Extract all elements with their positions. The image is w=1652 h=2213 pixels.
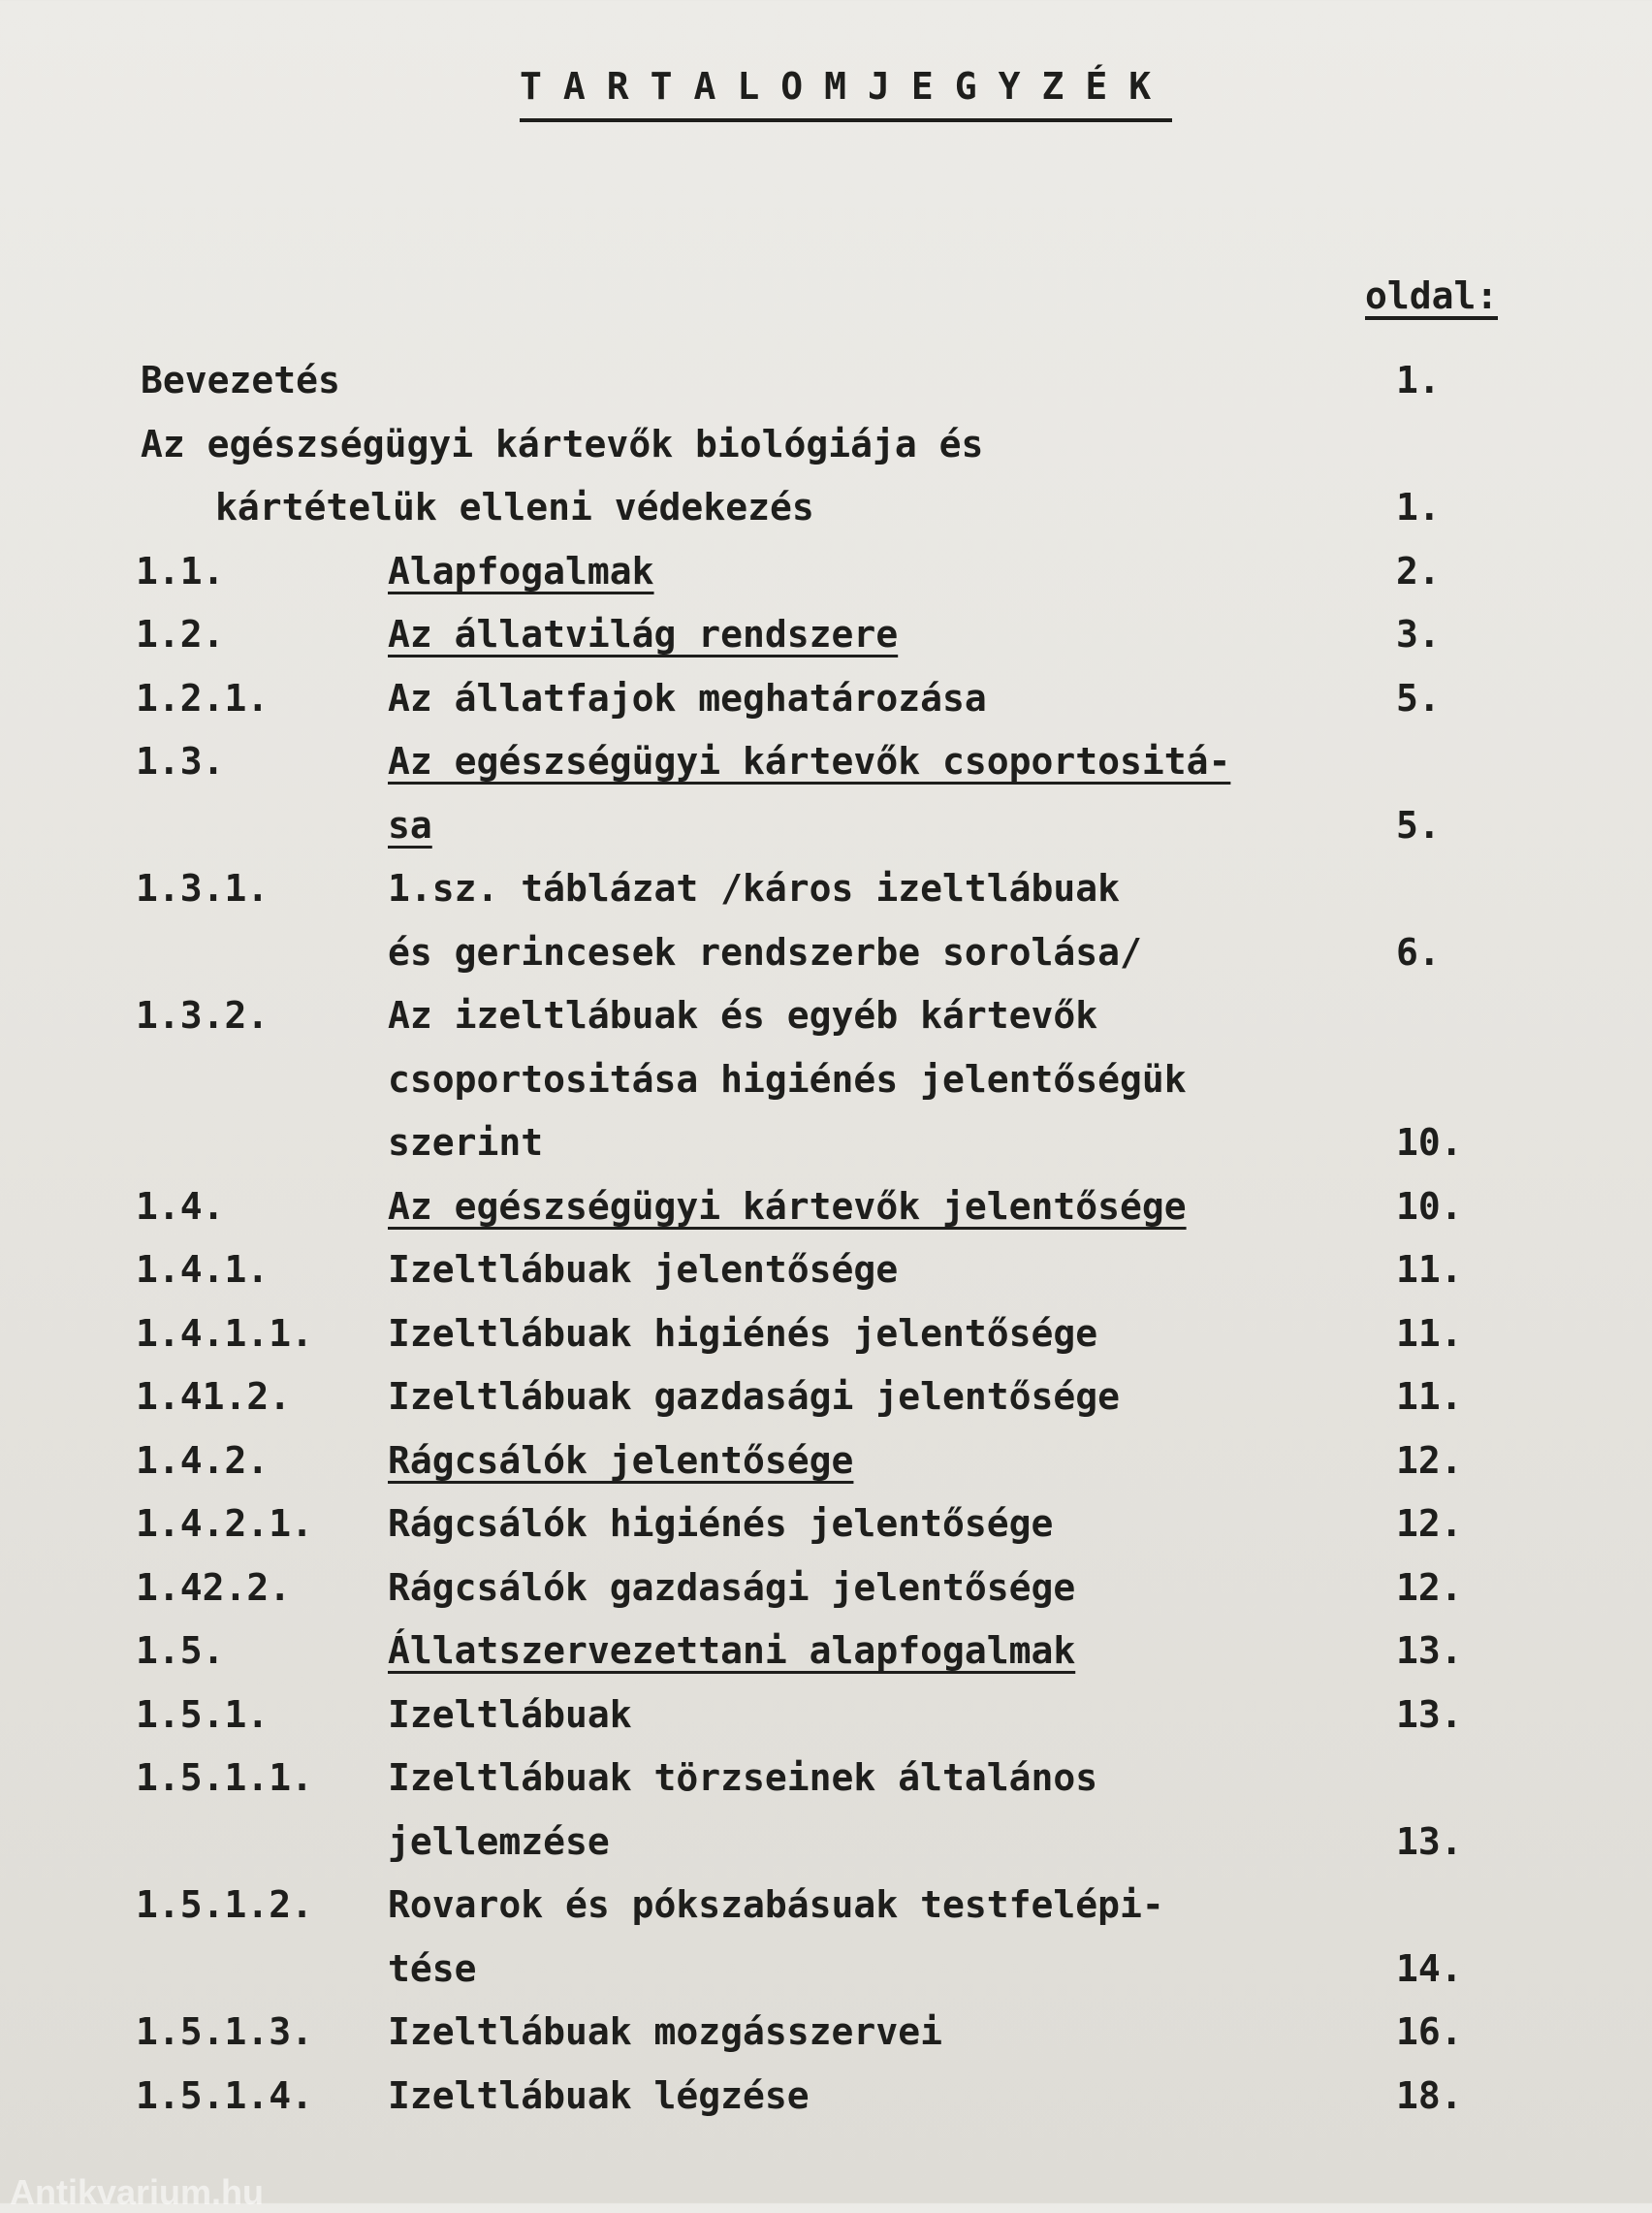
toc-entry-number: 1.4.1. [136,1248,270,1291]
toc-entry-number: 1.2.1. [136,676,270,720]
toc-entry-title: Az izeltlábuak és egyéb kártevők [388,994,1098,1037]
toc-entry-page: 12. [1396,1438,1463,1482]
toc-entry-title: Állatszervezettani alapfogalmak [388,1629,1076,1672]
toc-entry-title: és gerincesek rendszerbe sorolása/ [388,930,1142,974]
toc-entry-title: Az állatvilág rendszere [388,613,899,656]
toc-entry-page: 13. [1396,1819,1463,1863]
toc-entry-title: Izeltlábuak légzése [388,2073,810,2117]
toc-entry-number: 1.4.1.1. [136,1311,314,1355]
document-title: TARTALOMJEGYZÉK [520,68,1172,122]
toc-entry-title: Az egészségügyi kártevők biológiája és [141,422,984,465]
toc-entry-number: 1.4.2. [136,1438,270,1482]
toc-entry-title: tése [388,1946,477,1990]
toc-entry-page: 11. [1396,1248,1463,1291]
toc-entry-title: Izeltlábuak [388,1692,632,1736]
toc-entry-number: 1.5.1.4. [136,2073,314,2117]
toc-entry-title: jellemzése [388,1819,610,1863]
toc-entry-title: Rágcsálók gazdasági jelentősége [388,1565,1076,1609]
toc-entry-number: 1.5.1.2. [136,1883,314,1926]
toc-entry-page: 12. [1396,1565,1463,1609]
toc-entry-title: Izeltlábuak gazdasági jelentősége [388,1375,1120,1418]
toc-entry-title: Izeltlábuak mozgásszervei [388,2010,942,2053]
toc-entry-number: 1.5.1. [136,1692,270,1736]
toc-entry-title: Bevezetés [141,359,340,401]
toc-entry-page: 3. [1396,613,1441,656]
toc-entry-number: 1.41.2. [136,1375,292,1418]
toc-entry-number: 1.3.1. [136,867,270,910]
toc-entry-title: Rágcsálók higiénés jelentősége [388,1502,1054,1545]
toc-entry-page: 1. [1396,359,1441,401]
toc-entry-page: 2. [1396,549,1441,593]
toc-entry-title: csoportositása higiénés jelentőségük [388,1057,1187,1101]
toc-entry-page: 11. [1396,1375,1463,1418]
toc-entry-title: 1.sz. táblázat /káros izeltlábuak [388,867,1120,910]
toc-entry-page: 10. [1396,1184,1463,1228]
page-column-header: oldal: [1365,277,1498,320]
toc-entry-page: 6. [1396,930,1441,974]
toc-entry-page: 13. [1396,1692,1463,1736]
toc-entry-title: szerint [388,1121,544,1164]
toc-entry-title: Izeltlábuak jelentősége [388,1248,899,1291]
toc-entry-page: 16. [1396,2010,1463,2053]
toc-entry-title: kártételük elleni védekezés [215,486,814,529]
toc-entry-page: 14. [1396,1946,1463,1990]
toc-entry-title: Az állatfajok meghatározása [388,676,987,720]
toc-entry-title: sa [388,803,432,847]
toc-entry-page: 13. [1396,1629,1463,1672]
toc-entry-number: 1.3. [136,740,225,783]
toc-entry-number: 1.4. [136,1184,225,1228]
toc-entry-page: 11. [1396,1311,1463,1355]
toc-entry-number: 1.1. [136,549,225,593]
toc-entry-number: 1.5.1.1. [136,1756,314,1799]
toc-entry-number: 1.2. [136,613,225,656]
toc-entry-page: 12. [1396,1502,1463,1545]
toc-entry-title: Az egészségügyi kártevők jelentősége [388,1184,1187,1228]
toc-entry-title: Izeltlábuak higiénés jelentősége [388,1311,1098,1355]
toc-entry-number: 1.42.2. [136,1565,292,1609]
toc-entry-title: Az egészségügyi kártevők csoportositá- [388,740,1231,783]
toc-entry-title: Rovarok és pókszabásuak testfelépi- [388,1883,1164,1926]
toc-entry-number: 1.3.2. [136,994,270,1037]
toc-entry-page: 10. [1396,1121,1463,1164]
toc-entry-number: 1.5. [136,1629,225,1672]
watermark: Antikvarium.hu [10,2172,265,2212]
toc-entry-title: Izeltlábuak törzseinek általános [388,1756,1098,1799]
toc-entry-title: Rágcsálók jelentősége [388,1438,854,1482]
toc-entry-page: 1. [1396,486,1441,529]
toc-entry-page: 5. [1396,803,1441,847]
toc-entry-page: 5. [1396,676,1441,720]
toc-entry-title: Alapfogalmak [388,549,654,593]
toc-entry-page: 18. [1396,2073,1463,2117]
toc-entry-number: 1.5.1.3. [136,2010,314,2053]
toc-entry-number: 1.4.2.1. [136,1502,314,1545]
